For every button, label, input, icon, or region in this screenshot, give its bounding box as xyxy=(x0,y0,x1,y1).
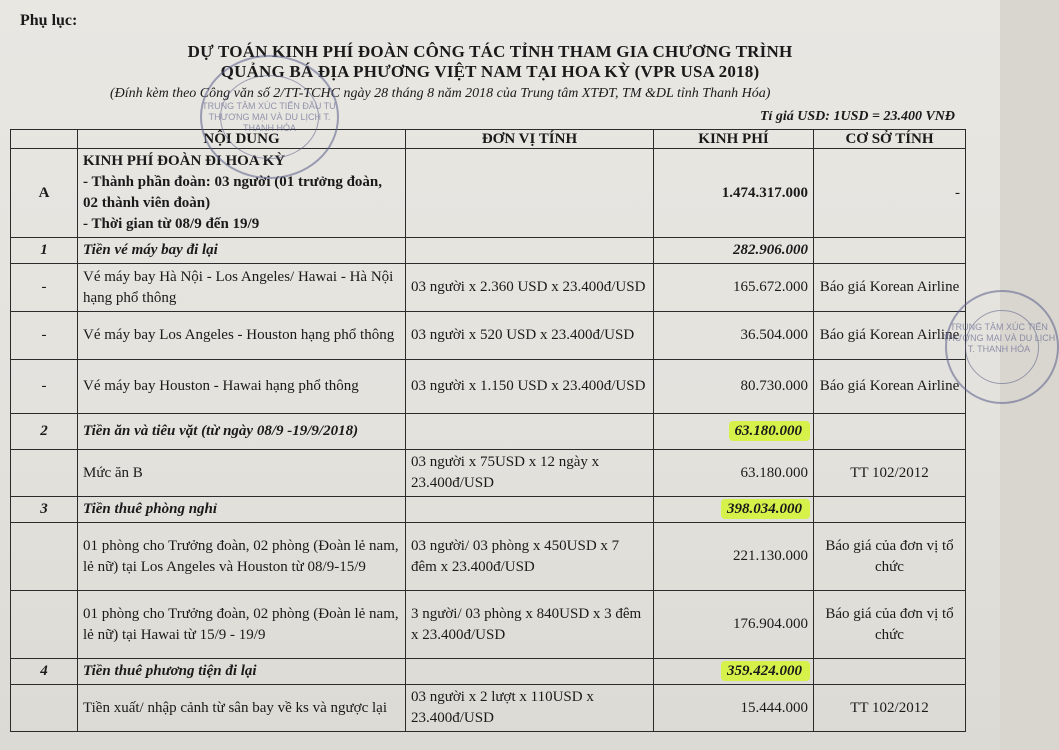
row-basis: Báo giá Korean Airline xyxy=(814,360,966,414)
row-unit xyxy=(406,238,654,264)
row-stt xyxy=(11,685,78,732)
row-stt: A xyxy=(11,149,78,238)
row-stt: 2 xyxy=(11,414,78,450)
highlighted-amount: 359.424.000 xyxy=(723,663,808,679)
table-row-section-1 xyxy=(11,238,966,264)
table-row-section-4 xyxy=(11,659,966,685)
budget-table xyxy=(10,129,966,732)
header-unit: ĐƠN VỊ TÍNH xyxy=(406,130,654,149)
table-row xyxy=(11,685,966,732)
document-title-line1: DỰ TOÁN KINH PHÍ ĐOÀN CÔNG TÁC TỈNH THAM GIA CHƯƠNG TRÌNH xyxy=(187,42,793,61)
row-content: Tiền vé máy bay đi lại xyxy=(78,238,406,264)
row-content: 01 phòng cho Trưởng đoàn, 02 phòng (Đoàn lẻ nam, lẻ nữ) tại Hawai từ 15/9 - 19/9 xyxy=(78,591,406,659)
row-stt: 3 xyxy=(11,497,78,523)
row-content: Tiền thuê phòng nghỉ xyxy=(78,497,406,523)
row-content: Vé máy bay Houston - Hawai hạng phổ thông xyxy=(78,360,406,414)
row-content: Vé máy bay Los Angeles - Houston hạng phổ thông xyxy=(78,312,406,360)
row-amount: 80.730.000 xyxy=(654,360,814,414)
official-stamp-right xyxy=(942,290,1059,404)
row-unit: 03 người x 520 USD x 23.400đ/USD xyxy=(406,312,654,360)
row-amount xyxy=(654,659,814,685)
row-amount: 15.444.000 xyxy=(654,685,814,732)
row-stt xyxy=(11,523,78,591)
row-basis: Báo giá của đơn vị tổ chức xyxy=(814,523,966,591)
row-basis: TT 102/2012 xyxy=(814,450,966,497)
row-amount: 165.672.000 xyxy=(654,264,814,312)
row-content: Tiền xuất/ nhập cảnh từ sân bay về ks và ngược lại xyxy=(78,685,406,732)
row-unit: 3 người/ 03 phòng x 840USD x 3 đêm x 23.400đ/USD xyxy=(406,591,654,659)
row-unit: 03 người x 2.360 USD x 23.400đ/USD xyxy=(406,264,654,312)
appendix-label: Phụ lục: xyxy=(20,12,78,29)
row-stt: 4 xyxy=(11,659,78,685)
row-basis: TT 102/2012 xyxy=(814,685,966,732)
row-stt: - xyxy=(11,264,78,312)
table-row xyxy=(11,360,966,414)
row-unit: 03 người x 2 lượt x 110USD x 23.400đ/USD xyxy=(406,685,654,732)
row-basis: Báo giá Korean Airline xyxy=(814,264,966,312)
header-content: NỘI DUNG xyxy=(78,130,406,149)
row-amount xyxy=(654,497,814,523)
header-stt xyxy=(11,130,78,149)
row-unit: 03 người/ 03 phòng x 450USD x 7 đêm x 23.400đ/USD xyxy=(406,523,654,591)
header-basis: CƠ SỞ TÍNH xyxy=(814,130,966,149)
table-row xyxy=(11,450,966,497)
row-amount: 221.130.000 xyxy=(654,523,814,591)
table-row xyxy=(11,523,966,591)
table-header-row xyxy=(11,130,966,149)
row-basis: Báo giá của đơn vị tổ chức xyxy=(814,591,966,659)
highlighted-amount: 398.034.000 xyxy=(723,501,808,517)
row-stt: 1 xyxy=(11,238,78,264)
row-basis xyxy=(814,238,966,264)
row-content: Tiền thuê phương tiện đi lại xyxy=(78,659,406,685)
exchange-rate: Tỉ giá USD: 1USD = 23.400 VNĐ xyxy=(759,109,955,124)
table-row xyxy=(11,591,966,659)
row-amount: 176.904.000 xyxy=(654,591,814,659)
row-basis: Báo giá Korean Airline xyxy=(814,312,966,360)
row-basis xyxy=(814,414,966,450)
row-stt xyxy=(11,591,78,659)
stamp-text: TRUNG TÂM XÚC TIẾN THƯƠNG MẠI VÀ DU LỊCH T. THANH HÓA xyxy=(942,322,1056,354)
document-subtitle: (Đính kèm theo Công văn số 2/TT-TCHC ngày 28 tháng 8 năm 2018 của Trung tâm XTĐT, TM &DL tỉnh Thanh Hóa) xyxy=(110,86,771,101)
row-content: Tiền ăn và tiêu vặt (từ ngày 08/9 -19/9/2018) xyxy=(78,414,406,450)
row-amount: 36.504.000 xyxy=(654,312,814,360)
table-row xyxy=(11,312,966,360)
header-amount: KINH PHÍ xyxy=(654,130,814,149)
row-unit xyxy=(406,659,654,685)
stamp-text: TRUNG TÂM XÚC TIẾN ĐẦU TƯ THƯƠNG MẠI VÀ DU LỊCH T. THANH HÓA xyxy=(202,101,337,133)
row-unit xyxy=(406,149,654,238)
row-unit: 03 người x 1.150 USD x 23.400đ/USD xyxy=(406,360,654,414)
row-amount: 282.906.000 xyxy=(654,238,814,264)
table-row xyxy=(11,264,966,312)
table-row-section-2 xyxy=(11,414,966,450)
row-basis: - xyxy=(814,149,966,238)
table-row-section-a xyxy=(11,149,966,238)
row-stt xyxy=(11,450,78,497)
highlighted-amount: 63.180.000 xyxy=(731,423,809,439)
official-stamp xyxy=(200,55,339,179)
row-content: Mức ăn B xyxy=(78,450,406,497)
row-content: 01 phòng cho Trưởng đoàn, 02 phòng (Đoàn lẻ nam, lẻ nữ) tại Los Angeles và Houston từ 08/9-15/9 xyxy=(78,523,406,591)
row-unit xyxy=(406,497,654,523)
row-amount: 63.180.000 xyxy=(654,450,814,497)
row-unit: 03 người x 75USD x 12 ngày x 23.400đ/USD xyxy=(406,450,654,497)
row-basis xyxy=(814,497,966,523)
row-content: Vé máy bay Hà Nội - Los Angeles/ Hawai - Hà Nội hạng phổ thông xyxy=(78,264,406,312)
document-title-line2: QUẢNG BÁ ĐỊA PHƯƠNG VIỆT NAM TẠI HOA KỲ (VPR USA 2018) xyxy=(220,62,760,81)
row-stt: - xyxy=(11,312,78,360)
row-amount xyxy=(654,414,814,450)
table-row-section-3 xyxy=(11,497,966,523)
row-stt: - xyxy=(11,360,78,414)
row-content-text: KINH PHÍ ĐOÀN ĐI HOA KỲ - Thành phần đoàn: 03 người (01 trưởng đoàn, 02 thành viên đoàn) - Thời gian từ 08/9 đến 19/9 xyxy=(83,153,383,232)
row-amount: 1.474.317.000 xyxy=(654,149,814,238)
row-unit xyxy=(406,414,654,450)
row-basis xyxy=(814,659,966,685)
